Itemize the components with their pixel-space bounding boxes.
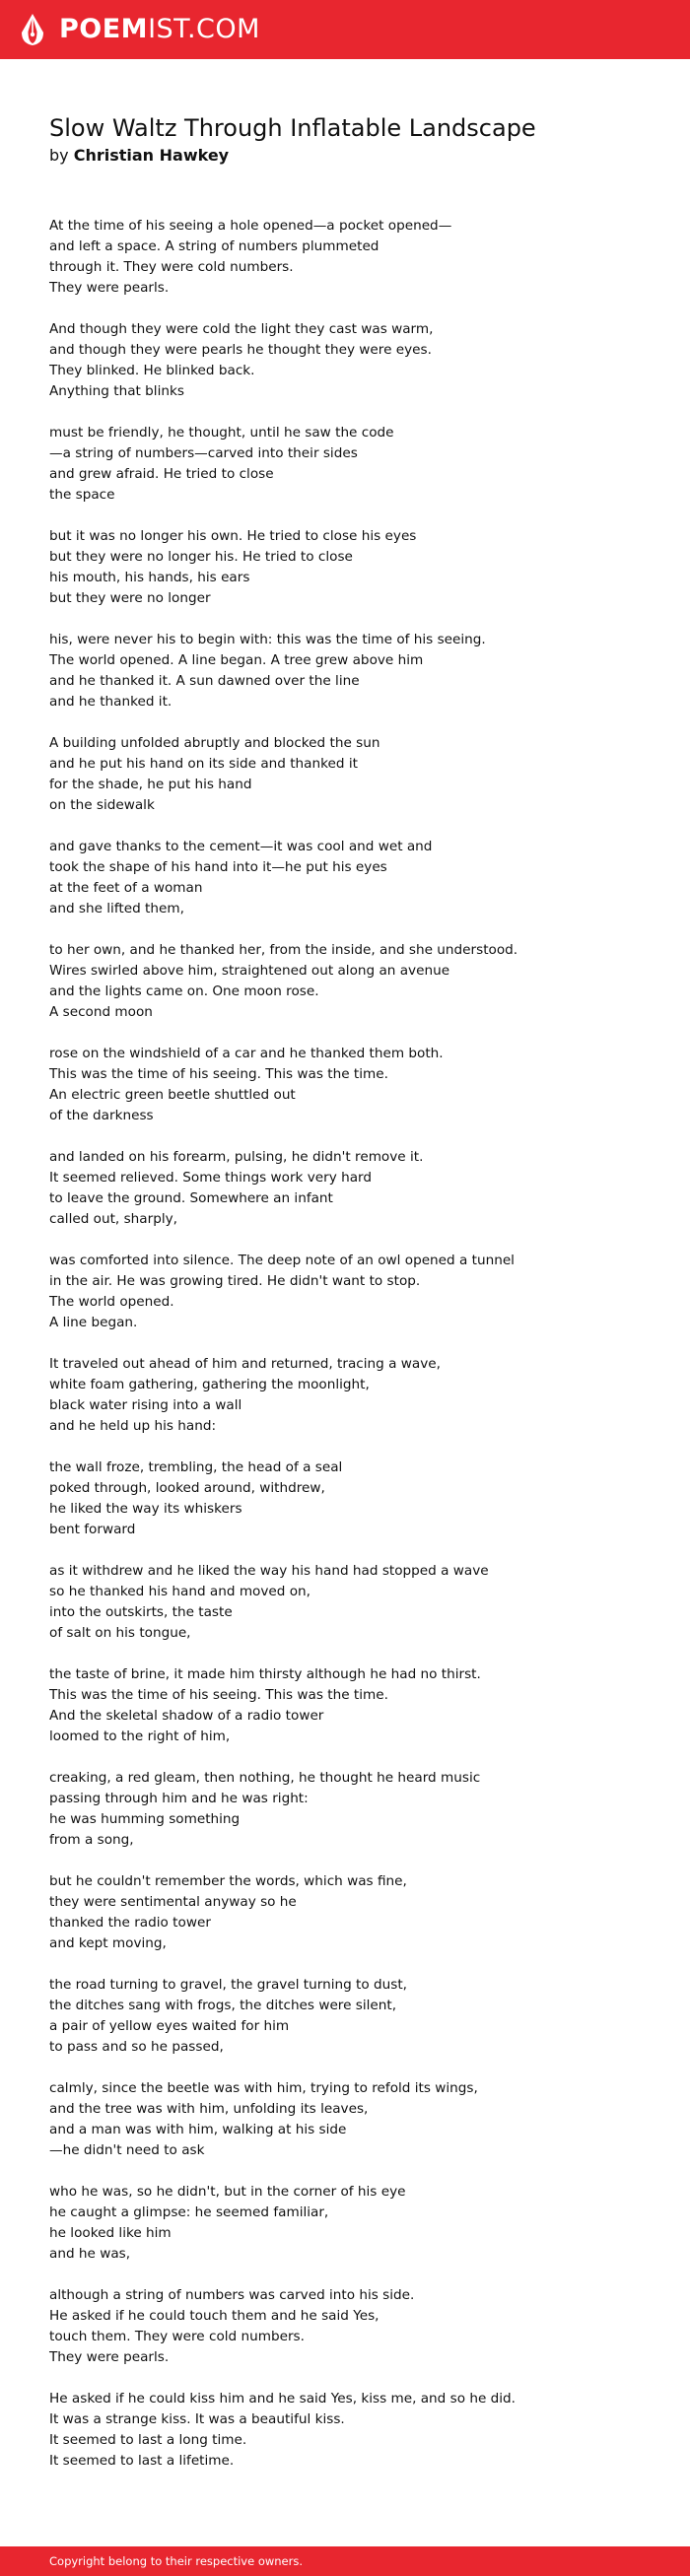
poem-line: bent forward: [49, 1522, 136, 1537]
poem-line: At the time of his seeing a hole opened—a pocket opened—: [49, 218, 452, 234]
stanza: [49, 2389, 651, 2472]
poem-line: A second moon: [49, 1004, 153, 1020]
stanza: [49, 319, 651, 402]
poem-line: to leave the ground. Somewhere an infant: [49, 1190, 333, 1206]
poem-line: loomed to the right of him,: [49, 1729, 231, 1744]
poem-line: And though they were cold the light they cast was warm,: [49, 321, 434, 337]
poem-line: and he was,: [49, 2246, 131, 2262]
poem-line: A building unfolded abruptly and blocked the sun: [49, 735, 380, 751]
poem-line: They blinked. He blinked back.: [49, 363, 255, 378]
poem-line: It seemed to last a long time.: [49, 2432, 247, 2448]
stanza: [49, 1354, 651, 1437]
stanza: [49, 1768, 651, 1851]
poem-line: of salt on his tongue,: [49, 1625, 191, 1641]
stanza: [49, 940, 651, 1023]
stanza: [49, 1044, 651, 1126]
poem-line: he caught a glimpse: he seemed familiar,: [49, 2204, 329, 2220]
poem-line: rose on the windshield of a car and he thanked them both.: [49, 1046, 444, 1061]
poem-body: [49, 216, 651, 2492]
byline: [49, 146, 641, 166]
poem-line: passing through him and he was right:: [49, 1791, 309, 1806]
poem-header: [49, 112, 641, 166]
poem-line: to her own, and he thanked her, from the inside, and she understood.: [49, 942, 518, 958]
site-logo-link[interactable]: [18, 13, 260, 46]
poem-line: and he thanked it. A sun dawned over the line: [49, 673, 360, 689]
poem-line: although a string of numbers was carved into his side.: [49, 2287, 415, 2303]
poem-line: as it withdrew and he liked the way his hand had stopped a wave: [49, 1563, 489, 1579]
poem-line: black water rising into a wall: [49, 1397, 242, 1413]
poem-line: thanked the radio tower: [49, 1915, 211, 1931]
poem-line: in the air. He was growing tired. He didn't want to stop.: [49, 1273, 421, 1289]
poem-line: his, were never his to begin with: this was the time of his seeing.: [49, 632, 486, 647]
poem-line: and she lifted them,: [49, 901, 184, 916]
stanza: [49, 1975, 651, 2058]
stanza: [49, 423, 651, 506]
poem-line: his mouth, his hands, his ears: [49, 570, 250, 585]
logo-bold-text: POEM: [59, 14, 149, 44]
poem-line: poked through, looked around, withdrew,: [49, 1480, 325, 1496]
poem-line: but it was no longer his own. He tried to close his eyes: [49, 528, 417, 544]
poem-line: This was the time of his seeing. This was the time.: [49, 1687, 388, 1703]
poem-line: the ditches sang with frogs, the ditches were silent,: [49, 1998, 397, 2013]
footer: [0, 2546, 690, 2576]
poem-line: of the darkness: [49, 1108, 154, 1123]
poem-line: It seemed relieved. Some things work very hard: [49, 1170, 373, 1186]
poem-line: for the shade, he put his hand: [49, 777, 252, 792]
poem-line: to pass and so he passed,: [49, 2039, 224, 2055]
poem-line: and he held up his hand:: [49, 1418, 217, 1434]
poem-line: And the skeletal shadow of a radio tower: [49, 1708, 324, 1724]
author-link[interactable]: Christian Hawkey: [73, 146, 230, 165]
stanza: [49, 1147, 651, 1230]
stanza: [49, 2078, 651, 2161]
poem-line: calmly, since the beetle was with him, trying to refold its wings,: [49, 2080, 478, 2096]
poem-line: at the feet of a woman: [49, 880, 203, 896]
poem-line: must be friendly, he thought, until he saw the code: [49, 425, 394, 441]
poem-line: from a song,: [49, 1832, 134, 1848]
copyright-text: Copyright belong to their respective owners.: [49, 2554, 304, 2568]
stanza: [49, 630, 651, 712]
poem-line: and kept moving,: [49, 1935, 167, 1951]
poem-line: and he put his hand on its side and thanked it: [49, 756, 358, 772]
by-label: by: [49, 146, 69, 165]
logo-rest-text: IST.COM: [148, 14, 260, 44]
poem-line: was comforted into silence. The deep note of an owl opened a tunnel: [49, 1253, 515, 1268]
stanza: [49, 1251, 651, 1333]
poem-line: the road turning to gravel, the gravel turning to dust,: [49, 1977, 407, 1993]
poem-line: —a string of numbers—carved into their sides: [49, 445, 358, 461]
stanza: [49, 733, 651, 816]
stanza: [49, 526, 651, 609]
poem-line: It seemed to last a lifetime.: [49, 2453, 235, 2469]
poem-line: the space: [49, 487, 115, 503]
poem-line: and left a space. A string of numbers plummeted: [49, 238, 380, 254]
poem-line: so he thanked his hand and moved on,: [49, 1584, 310, 1599]
poem-line: but they were no longer his. He tried to close: [49, 549, 353, 565]
poem-line: took the shape of his hand into it—he put his eyes: [49, 859, 387, 875]
poem-line: creaking, a red gleam, then nothing, he thought he heard music: [49, 1770, 481, 1786]
poem-line: The world opened. A line began. A tree grew above him: [49, 652, 424, 668]
poem-line: he was humming something: [49, 1811, 241, 1827]
poem-line: the taste of brine, it made him thirsty although he had no thirst.: [49, 1666, 481, 1682]
poem-line: —he didn't need to ask: [49, 2142, 205, 2158]
poem-line: A line began.: [49, 1315, 138, 1330]
site-logo-text: [59, 13, 260, 46]
poem-line: but they were no longer: [49, 590, 211, 606]
stanza: [49, 1664, 651, 1747]
poem-line: Anything that blinks: [49, 383, 184, 399]
poem-line: called out, sharply,: [49, 1211, 177, 1227]
poem-line: he looked like him: [49, 2225, 172, 2241]
pen-nib-icon: [18, 13, 47, 46]
poem-line: but he couldn't remember the words, which was fine,: [49, 1873, 407, 1889]
poem-line: and though they were pearls he thought they were eyes.: [49, 342, 432, 358]
poem-line: He asked if he could touch them and he said Yes,: [49, 2308, 380, 2324]
poem-line: on the sidewalk: [49, 797, 155, 813]
poem-line: and the tree was with him, unfolding its leaves,: [49, 2101, 369, 2117]
poem-line: white foam gathering, gathering the moonlight,: [49, 1377, 370, 1392]
poem-line: a pair of yellow eyes waited for him: [49, 2018, 290, 2034]
stanza: [49, 2285, 651, 2368]
poem-line: through it. They were cold numbers.: [49, 259, 294, 275]
poem-line: He asked if he could kiss him and he said Yes, kiss me, and so he did.: [49, 2391, 516, 2407]
poem-line: and he thanked it.: [49, 694, 172, 710]
poem-line: and landed on his forearm, pulsing, he didn't remove it.: [49, 1149, 424, 1165]
poem-line: The world opened.: [49, 1294, 174, 1310]
stanza: [49, 1871, 651, 1954]
poem-line: touch them. They were cold numbers.: [49, 2329, 305, 2344]
poem-line: It traveled out ahead of him and returned, tracing a wave,: [49, 1356, 441, 1372]
poem-line: Wires swirled above him, straightened out along an avenue: [49, 963, 450, 979]
top-bar: [0, 0, 690, 59]
poem-line: It was a strange kiss. It was a beautiful kiss.: [49, 2411, 345, 2427]
poem-line: An electric green beetle shuttled out: [49, 1087, 296, 1103]
poem-line: into the outskirts, the taste: [49, 1604, 233, 1620]
poem-line: the wall froze, trembling, the head of a seal: [49, 1459, 343, 1475]
poem-line: and the lights came on. One moon rose.: [49, 983, 319, 999]
poem-line: They were pearls.: [49, 280, 170, 296]
stanza: [49, 216, 651, 299]
poem-line: This was the time of his seeing. This was the time.: [49, 1066, 388, 1082]
poem-line: he liked the way its whiskers: [49, 1501, 242, 1517]
poem-title: Slow Waltz Through Inflatable Landscape: [49, 114, 536, 142]
stanza: [49, 2182, 651, 2265]
poem-line: They were pearls.: [49, 2349, 170, 2365]
stanza: [49, 837, 651, 919]
poem-line: they were sentimental anyway so he: [49, 1894, 297, 1910]
poem-line: and gave thanks to the cement—it was cool and wet and: [49, 839, 433, 854]
poem-line: and grew afraid. He tried to close: [49, 466, 274, 482]
poem-line: and a man was with him, walking at his side: [49, 2122, 347, 2137]
poem-line: who he was, so he didn't, but in the corner of his eye: [49, 2184, 406, 2200]
stanza: [49, 1561, 651, 1644]
stanza: [49, 1457, 651, 1540]
